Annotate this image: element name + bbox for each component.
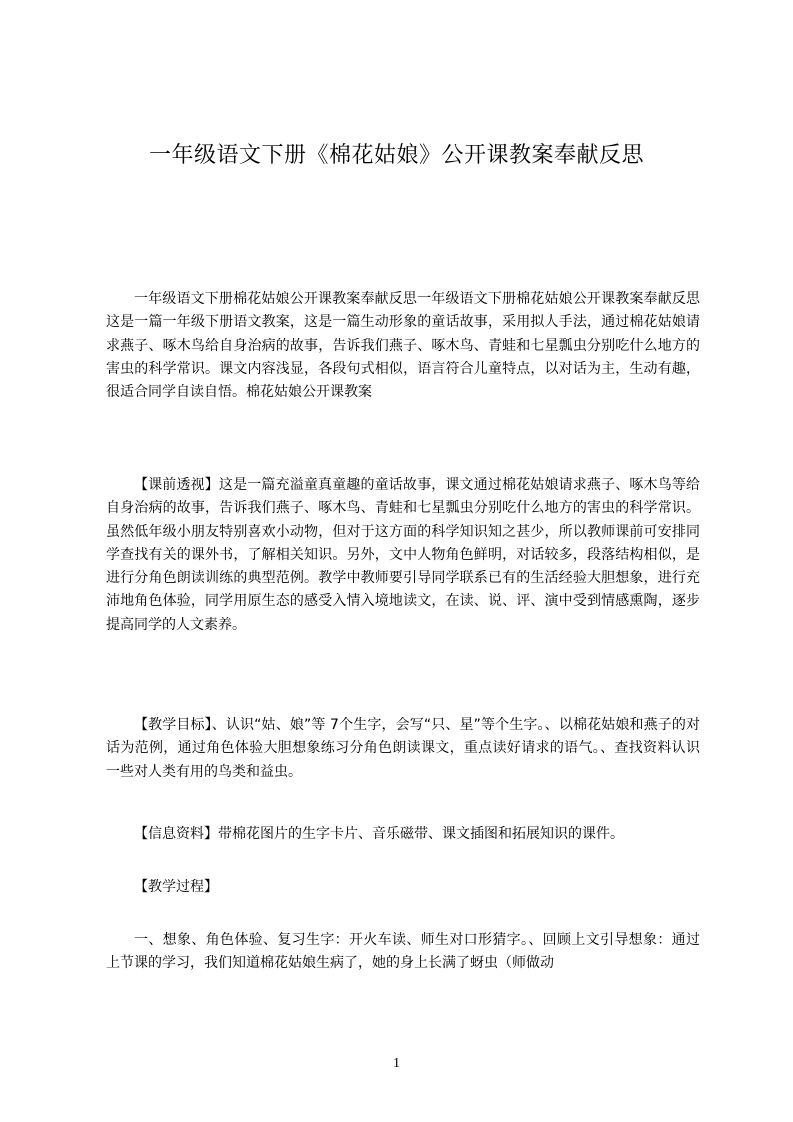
paragraph-preview: 【课前透视】这是一篇充溢童真童趣的童话故事，课文通过棉花姑娘请求燕子、啄木鸟等给自身治病的故事，告诉我们燕子、啄木鸟、青蛙和七星瓢虫分别吃什么地方的害虫的科学常识。虽然低年级小朋友特别喜欢小动物，但对于这方面的科学知识知之甚少，所以教师课前可安排同学查找有关的课外书，了解相关知识。另外，文中人物角色鲜明，对话较多，段落结构相似，是进行分角色朗读训练的典型范例。教学中教师要引导同学联系已有的生活经验大胆想象，进行充沛地角色体验，同学用原生态的感受入情入境地读文，在读、说、评、演中受到情感熏陶，逐步提高同学的人文素养。 [106, 477, 700, 633]
paragraph-objectives: 【教学目标】、认识“姑、娘”等 7个生字，会写“只、星”等个生字。、以棉花姑娘和燕子的对话为范例，通过角色体验大胆想象练习分角色朗读课文，重点读好请求的语气。、查找资料认识一些对人类有用的鸟类和益虫。 [106, 717, 700, 780]
paragraph-step-one: 一、想象、角色体验、复习生字：开火车读、师生对口形猜字。、回顾上文引导想象：通过上节课的学习，我们知道棉花姑娘生病了，她的身上长满了蚜虫（师做动 [106, 932, 700, 972]
document-title: 一年级语文下册《棉花姑娘》公开课教案奉献反思 [148, 143, 644, 168]
page-number: 1 [393, 1056, 400, 1071]
paragraph-materials: 【信息资料】带棉花图片的生字卡片、音乐磁带、课文插图和拓展知识的课件。 [134, 826, 624, 842]
paragraph-process-heading: 【教学过程】 [134, 879, 218, 895]
paragraph-intro: 一年级语文下册棉花姑娘公开课教案奉献反思一年级语文下册棉花姑娘公开课教案奉献反思这是一篇一年级下册语文教案，这是一篇生动形象的童话故事，采用拟人手法，通过棉花姑娘请求燕子、啄木鸟给自身治病的故事，告诉我们燕子、啄木鸟、青蛙和七星瓢虫分别吃什么地方的害虫的科学常识。课文内容浅显，各段句式相似，语言符合儿童特点，以对话为主，生动有趣，很适合同学自读自悟。棉花姑娘公开课教案 [106, 291, 700, 401]
